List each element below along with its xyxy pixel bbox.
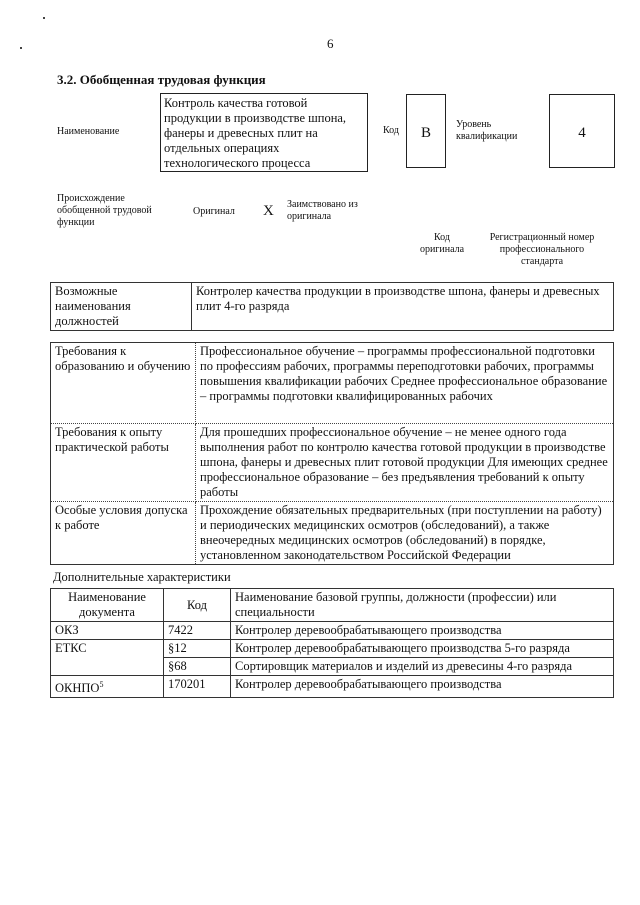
experience-label: Требования к опыту практической работы [51, 424, 196, 502]
positions-value: Контролер качества продукции в производстве шпона, фанеры и древесных плит 4-го разряда [192, 283, 614, 331]
original-label: Оригинал [193, 206, 235, 217]
row-name: Сортировщик материалов и изделий из древесины 4-го разряда [231, 658, 614, 676]
row-code: 7422 [164, 622, 231, 640]
row-doc-cell [51, 676, 164, 698]
table-row [51, 658, 614, 676]
positions-table [50, 282, 614, 331]
borrowed-label: Заимствовано из оригинала [287, 199, 358, 222]
level-value: 4 [578, 125, 586, 141]
table-row [51, 676, 614, 698]
header-name: Наименование базовой группы, должности (профессии) или специальности [231, 589, 614, 622]
experience-value: Для прошедших профессиональное обучение – не менее одного года выполнения работ по контролю качества готовой продукции в производстве шпона, фанеры и древесных плит готовой продукции Для имеющих среднее профессиональное образование – без предъявления требований к опыту работы [196, 424, 614, 502]
row-name: Контролер деревообрабатывающего производства [231, 622, 614, 640]
additional-table [50, 588, 614, 698]
page-number: 6 [327, 36, 334, 51]
additional-title: Дополнительные характеристики [53, 570, 231, 584]
row-doc: ЕТКС [51, 640, 164, 658]
function-name-box [160, 93, 368, 172]
header-document: Наименование документа [51, 589, 164, 622]
row-code: 170201 [164, 676, 231, 698]
scan-mark [43, 17, 45, 19]
table-row [51, 343, 614, 424]
row-name: Контролер деревообрабатывающего производства [231, 676, 614, 698]
origin-label: Происхождение обобщенной трудовой функции [57, 193, 152, 228]
section-title: 3.2. Обобщенная трудовая функция [57, 72, 266, 87]
special-conditions-label: Особые условия допуска к работе [51, 502, 196, 565]
row-doc: ОКНПО [55, 681, 100, 696]
code-label: Код [383, 125, 399, 136]
table-row [51, 622, 614, 640]
reg-number-label: Регистрационный номер профессионального стандарта [489, 232, 595, 267]
table-row [51, 640, 614, 658]
table-row [51, 283, 614, 331]
footnote-ref: 5 [99, 680, 104, 689]
table-header-row [51, 589, 614, 622]
code-box [406, 94, 446, 168]
row-code: §12 [164, 640, 231, 658]
row-doc: ОКЗ [51, 622, 164, 640]
row-doc [51, 658, 164, 676]
education-label: Требования к образованию и обучению [51, 343, 196, 424]
code-original-label: Код оригинала [419, 232, 465, 255]
positions-label: Возможные наименования должностей [51, 283, 192, 331]
scan-mark [20, 47, 22, 49]
row-name: Контролер деревообрабатывающего производства 5-го разряда [231, 640, 614, 658]
function-name-value: Контроль качества готовой продукции в производстве шпона, фанеры и древесных плит на отдельных операциях технологического процесса [164, 96, 347, 170]
row-code: §68 [164, 658, 231, 676]
code-value: B [420, 125, 431, 141]
education-value: Профессиональное обучение – программы профессиональной подготовки по профессиям рабочих, программы переподготовки рабочих, программы повышения квалификации рабочих Среднее профессиональное образование – программы подготовки квалифицированных рабочих [196, 343, 614, 424]
special-conditions-value: Прохождение обязательных предварительных (при поступлении на работу) и периодических медицинских осмотров (обследований), а также внеочередных медицинских осмотров (обследований) в порядке, установленном законодательством Российской Федерации [196, 502, 614, 565]
level-label: Уровень квалификации [456, 119, 518, 142]
original-mark: X [263, 203, 274, 219]
table-row [51, 502, 614, 565]
level-box [549, 94, 615, 168]
table-row [51, 424, 614, 502]
requirements-table [50, 342, 614, 565]
name-label: Наименование [57, 126, 120, 137]
header-code: Код [164, 589, 231, 622]
